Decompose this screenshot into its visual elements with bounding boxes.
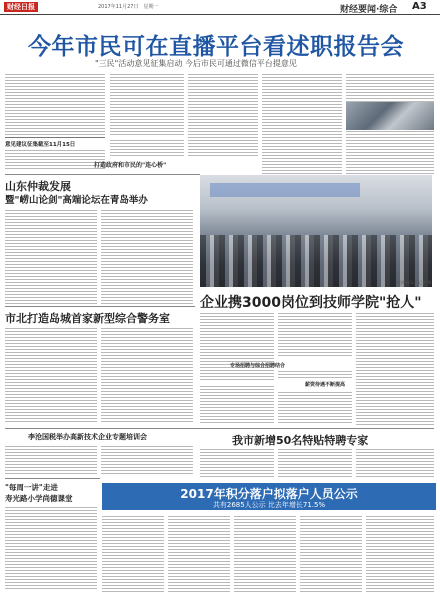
main-subtitle: "三民"活动意见征集启动 今后市民可通过微信平台提意见 [95, 59, 297, 68]
left-article-text [5, 72, 105, 136]
main-headline: 今年市民可在直播平台看述职报告会 [28, 34, 404, 60]
banner-box [102, 483, 436, 510]
banner-text-a [102, 514, 164, 592]
feature-text-b [278, 311, 352, 357]
right-photo [346, 102, 434, 130]
feature-title: 企业携3000岗位到技师学院"抢人" [200, 295, 422, 311]
feature-text-c [356, 311, 434, 425]
page-number: A3 [412, 1, 427, 12]
article1-text-b [101, 208, 193, 304]
article1-text-a [5, 208, 97, 304]
article2-title: 市北打造岛城首家新型综合警务室 [5, 312, 170, 325]
newspaper-logo: 财经日报 [4, 2, 38, 12]
col3-text [188, 72, 258, 158]
banner-text-b [168, 514, 230, 592]
article4-title2: 寿光路小学尚德课堂 [5, 494, 73, 503]
photo-caption: 招聘现场。记者 摄 [398, 280, 432, 285]
subhead-connect: 打造政府和市民的"连心桥" [94, 162, 167, 169]
article3-title: 李沧国税举办高新技术企业专题培训会 [28, 433, 147, 441]
story2-text-a [200, 447, 274, 479]
feature-text-a [200, 311, 274, 381]
divider [5, 306, 195, 307]
box-caption: 意见建议征集截至11月15日 [5, 142, 76, 148]
left-box [5, 137, 105, 148]
article3-text-b [101, 444, 193, 474]
col2-text-lower [110, 138, 184, 158]
story2-text-c [356, 447, 434, 479]
divider [5, 478, 100, 479]
story2-title: 我市新增50名特贴特聘专家 [232, 434, 369, 447]
feature-text-d [278, 369, 352, 379]
photo-banner [210, 183, 360, 197]
story2-text-b [278, 447, 352, 479]
article4-title: "每周一讲"走进 [5, 483, 58, 492]
article4-text [5, 505, 97, 591]
left-box-text [5, 148, 105, 170]
feature-subhead1: 专场招聘与综合招聘结合 [230, 363, 286, 369]
date-line: 2017年11月27日 星期一 [98, 4, 159, 10]
feature-text-f [278, 390, 352, 424]
feature-text-e [200, 384, 274, 424]
divider [200, 428, 434, 429]
article3-text-a [5, 444, 97, 474]
article2-text-b [101, 326, 193, 422]
divider [5, 428, 200, 429]
feature-subhead2: 薪资待遇不断提高 [305, 382, 346, 388]
banner-text-d [300, 514, 362, 592]
banner-subtitle: 共有2685人公示 比去年增长71.5% [212, 501, 326, 509]
banner-title: 2017年积分落户拟落户人员公示 [180, 487, 358, 501]
article1-title: 山东仲裁发展 [5, 180, 71, 193]
article2-text-a [5, 326, 97, 422]
banner-text-e [366, 514, 434, 592]
article1-title2: 暨"崂山论剑"高端论坛在青岛举办 [5, 195, 148, 206]
section-title: 财经要闻·综合 [340, 5, 398, 15]
banner-text-c [234, 514, 296, 592]
col4-text [262, 72, 342, 174]
divider [5, 174, 200, 175]
job-fair-photo [200, 175, 432, 287]
col2-text [110, 72, 184, 136]
masthead [0, 0, 440, 15]
